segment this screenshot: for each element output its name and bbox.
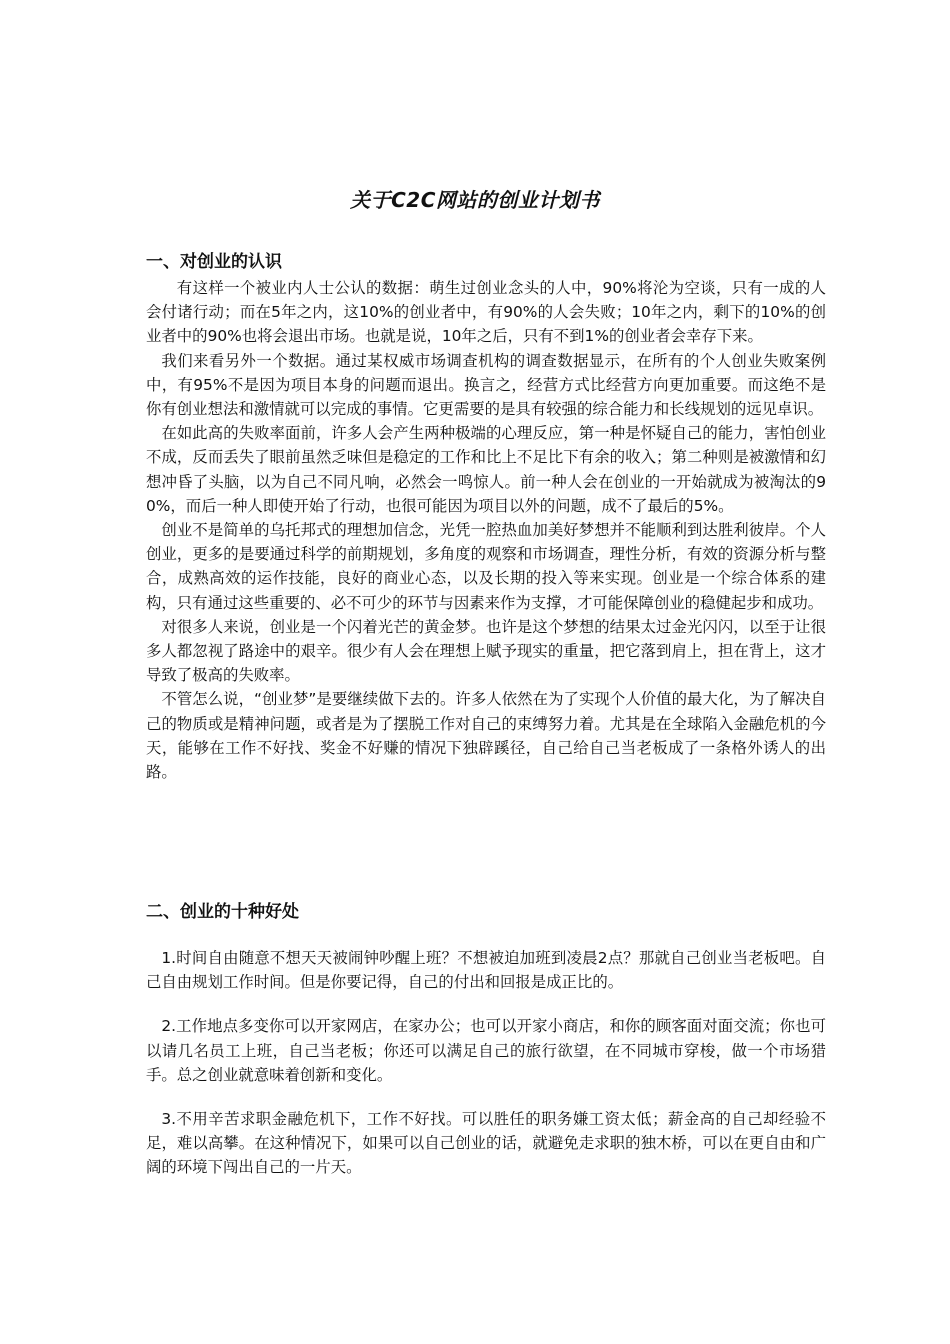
spacer bbox=[146, 926, 826, 946]
benefit-item: 2.工作地点多变你可以开家网店，在家办公；也可以开家小商店，和你的顾客面对面交流；你也可以请几名员工上班，自己当老板；你还可以满足自己的旅行欲望，在不同城市穿梭，做一个市场猎手。总之创业就意味着创新和变化。 bbox=[146, 1017, 826, 1084]
section-understanding bbox=[146, 248, 826, 784]
paragraph: 对很多人来说，创业是一个闪着光芒的黄金梦。也许是这个梦想的结果太过金光闪闪，以至于让很多人都忽视了路途中的艰辛。很少有人会在理想上赋予现实的重量，把它落到肩上，担在背上，这才导致了极高的失败率。 bbox=[146, 617, 826, 685]
benefit-item: 1.时间自由随意不想天天被闹钟吵醒上班？不想被迫加班到凌晨2点？那就自己创业当老板吧。自己自由规划工作时间。但是你要记得，自己的付出和回报是成正比的。 bbox=[146, 949, 826, 992]
benefit-item: 3.不用辛苦求职金融危机下，工作不好找。可以胜任的职务嫌工资太低；薪金高的自己却经验不足，难以高攀。在这种情况下，如果可以自己创业的话，就避免走求职的独木桥，可以在更自由和广阔的环境下闯出自己的一片天。 bbox=[146, 1110, 826, 1177]
paragraph: 创业不是简单的乌托邦式的理想加信念，光凭一腔热血加美好梦想并不能顺利到达胜利彼岸。个人创业，更多的是要通过科学的前期规划，多角度的观察和市场调查，理性分析，有效的资源分析与整合，成熟高效的运作技能，良好的商业心态，以及长期的投入等来实现。创业是一个综合体系的建构，只有通过这些重要的、必不可少的环节与因素来作为支撑，才可能保障创业的稳健起步和成功。 bbox=[146, 521, 826, 612]
spacer bbox=[146, 994, 826, 1014]
paragraph: 不管怎么说，“创业梦”是要继续做下去的。许多人依然在为了实现个人价值的最大化，为了解决自己的物质或是精神问题，或者是为了摆脱工作对自己的束缚努力着。尤其是在全球陷入金融危机的今天，能够在工作不好找、奖金不好赚的情况下独辟蹊径，自己给自己当老板成了一条格外诱人的出路。 bbox=[146, 690, 826, 782]
paragraph: 我们来看另外一个数据。通过某权威市场调查机构的调查数据显示，在所有的个人创业失败案例中，有95%不是因为项目本身的问题而退出。换言之，经营方式比经营方向更加重要。而这绝不是你有创业想法和激情就可以完成的事情。它更需要的是具有较强的综合能力和长线规划的远见卓识。 bbox=[146, 351, 826, 419]
spacer bbox=[146, 1087, 826, 1107]
document-title: 关于C2C网站的创业计划书 bbox=[350, 188, 600, 212]
section-benefits bbox=[146, 898, 826, 1180]
section-heading: 二、创业的十种好处 bbox=[146, 902, 299, 922]
section-heading: 一、对创业的认识 bbox=[146, 252, 282, 272]
paragraph: 有这样一个被业内人士公认的数据：萌生过创业念头的人中，90%将沦为空谈，只有一成的人会付诸行动；而在5年之内，这10%的创业者中，有90%的人会失败；10年之内，剩下的10%的创业者中的90%也将会退出市场。也就是说，10年之后，只有不到1%的创业者会幸存下来。 bbox=[146, 279, 826, 346]
paragraph: 在如此高的失败率面前，许多人会产生两种极端的心理反应，第一种是怀疑自己的能力，害怕创业不成，反而丢失了眼前虽然乏味但是稳定的工作和比上不足比下有余的收入；第二种则是被激情和幻想冲昏了头脑，以为自己不同凡响，必然会一鸣惊人。前一种人会在创业的一开始就成为被淘汰的90%，而后一种人即使开始了行动，也很可能因为项目以外的问题，成不了最后的5%。 bbox=[146, 424, 826, 515]
